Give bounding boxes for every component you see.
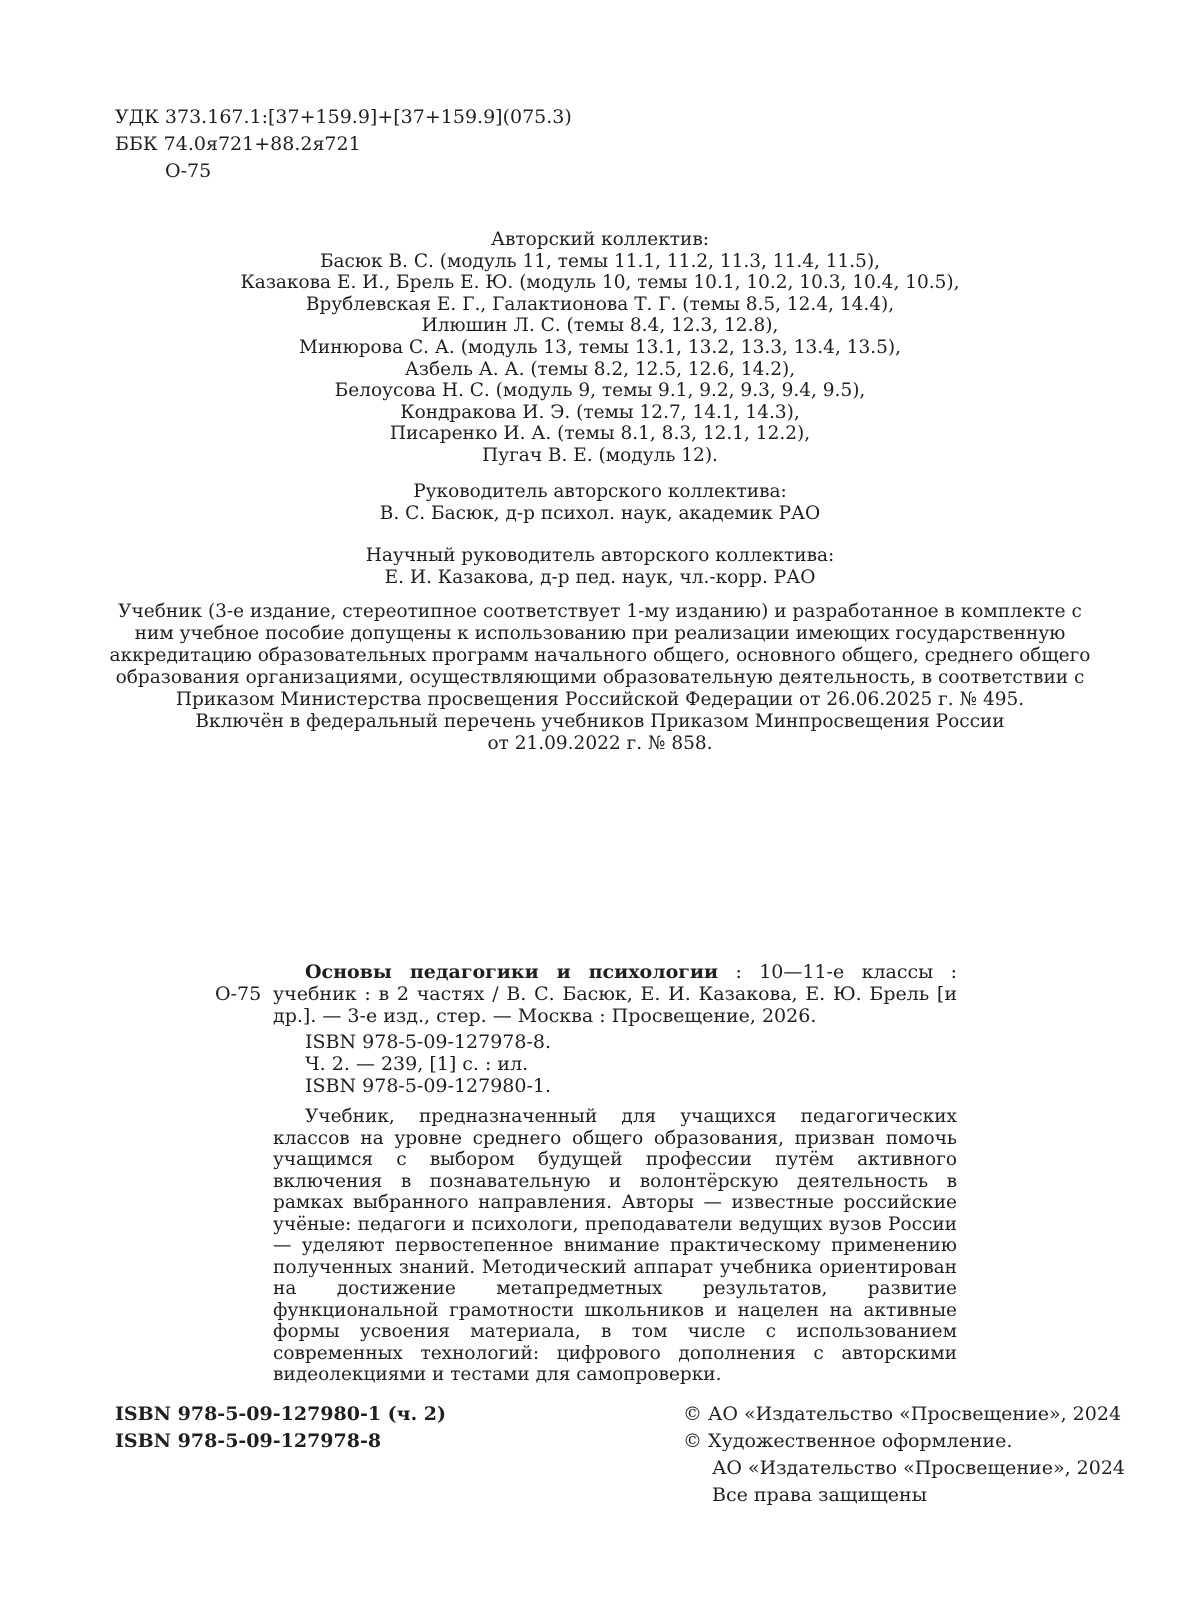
author-line: Азбель А. А. (темы 8.2, 12.5, 12.6, 14.2), [404,358,796,380]
federal-list-line: от 21.09.2022 г. № 858. [487,733,713,754]
footer-isbn-block [115,1401,446,1455]
author-collective-heading: Авторский коллектив: [490,229,710,250]
bibliographic-details: : 10—11-е классы : учебник : в 2 частях / В. С. Басюк, Е. И. Казакова, Е. Ю. Брель [и др.]. — 3-е изд., стер. — Москва : Просвещение, 2026. [273,961,957,1027]
author-line: Минюрова С. А. (модуль 13, темы 13.1, 13.2, 13.3, 13.4, 13.5), [298,336,901,358]
classification-code: О-75 [165,160,212,182]
udk-line: УДК 373.167.1:[37+159.9]+[37+159.9](075.3) [115,106,572,128]
footer-isbn-part: ISBN 978-5-09-127980-1 (ч. 2) [115,1403,447,1425]
author-line: Казакова Е. И., Брель Е. Ю. (модуль 10, темы 10.1, 10.2, 10.3, 10.4, 10.5), [240,272,960,294]
scientific-leader-name: Е. И. Казакова, д-р пед. наук, чл.-корр. РАО [384,567,816,588]
author-line: Кондракова И. Э. (темы 12.7, 14.1, 14.3), [400,401,800,423]
copyright-line: © АО «Издательство «Просвещение», 2024 [683,1403,1122,1425]
classification-block [115,104,572,185]
bbk-line: ББК 74.0я721+88.2я721 [115,133,361,155]
author-line: Пугач В. Е. (модуль 12). [482,444,718,466]
catalog-card-code: О-75 [215,983,262,1005]
author-collective-block [0,229,1200,467]
copyright-line: Все права защищены [712,1484,927,1506]
copyright-line: © Художественное оформление. [683,1430,1013,1452]
author-line: Илюшин Л. С. (темы 8.4, 12.3, 12.8), [421,315,779,337]
author-line: Басюк В. С. (модуль 11, темы 11.1, 11.2, 11.3, 11.4, 11.5), [319,250,881,272]
author-line: Писаренко И. А. (темы 8.1, 8.3, 12.1, 12.2), [389,423,811,445]
author-line: Врублевская Е. Г., Галактионова Т. Г. (темы 8.5, 12.4, 14.4), [305,293,895,315]
team-leader-name: В. С. Басюк, д-р психол. наук, академик РАО [379,503,821,524]
bibliographic-description [273,961,957,1027]
author-line: Белоусова Н. С. (модуль 9, темы 9.1, 9.2, 9.3, 9.4, 9.5), [334,380,866,402]
approval-block [100,601,1100,755]
copyright-block [683,1401,1125,1509]
copyright-line: АО «Издательство «Просвещение», 2024 [712,1457,1125,1479]
isbn-part-line: ISBN 978-5-09-127980-1. [305,1075,552,1097]
footer-isbn-set: ISBN 978-5-09-127978-8 [115,1430,382,1452]
federal-list-line: Включён в федеральный перечень учебников Приказом Минпросвещения России [195,711,1005,732]
catalog-card [215,961,957,1386]
isbn-set-line: ISBN 978-5-09-127978-8. [305,1031,552,1053]
spacer [0,525,1200,545]
annotation-paragraph: Учебник, предназначенный для учащихся педагогических классов на уровне среднего общего образования, призван помочь учащимся с выбором будущей профессии путём активного включения в познавательную и волонтёрскую деятельность в рамках выбранного направления. Авторы — известные российские учёные: педагоги и психологи, преподаватели ведущих вузов России — уделяют первостепенное внимание практическому применению полученных знаний. Методический аппарат учебника ориентирован на достижение метапредметных результатов, развитие функциональной грамотности школьников и нацелен на активные формы усвоения материала, в том числе с использованием современных технологий: цифрового дополнения с авторскими видеолекциями и тестами для самопроверки. [273,1106,957,1385]
part-pages-line: Ч. 2. — 239, [1] с. : ил. [305,1053,529,1075]
approval-paragraph: Учебник (3-е издание, стереотипное соответствует 1-му изданию) и разработанное в комплекте с ним учебное пособие допущены к использованию при реализации имеющих государственную аккредитацию образовательных программ начального общего, основного общего, среднего общего образования организациями, осуществляющими образовательную деятельность, в соответствии с Приказом Министерства просвещения Российской Федерации от 26.06.2025 г. № 495. [109,601,1091,710]
scientific-leader-title: Научный руководитель авторского коллектива: [365,545,835,566]
leaders-block [0,481,1200,589]
team-leader-title: Руководитель авторского коллектива: [413,481,787,502]
book-title: Основы педагогики и психологии [305,961,719,983]
